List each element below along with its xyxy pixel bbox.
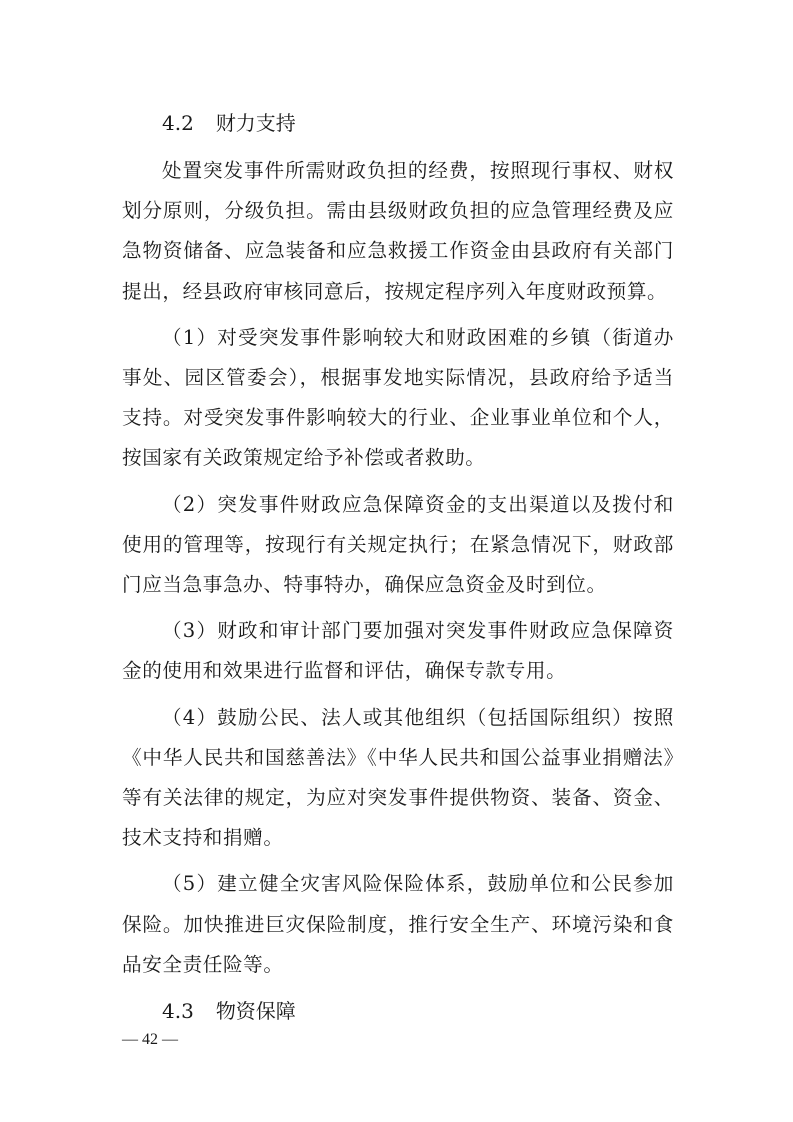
paragraph-item-4: （4）鼓励公民、法人或其他组织（包括国际组织）按照《中华人民共和国慈善法》《中华人民共和国公益事业捐赠法》等有关法律的规定，为应对突发事件提供物资、装备、资金、技术支持和捐赠。 bbox=[122, 705, 674, 850]
section-heading-4-3 bbox=[122, 991, 674, 1031]
section-title: 物资保障 bbox=[215, 999, 296, 1024]
section-title: 财力支持 bbox=[215, 111, 296, 135]
page-number: — 42 — bbox=[122, 1031, 178, 1048]
document-body bbox=[122, 103, 674, 1031]
section-heading-4-2 bbox=[122, 103, 674, 143]
section-number: 4.3 bbox=[162, 999, 194, 1024]
section-number: 4.2 bbox=[162, 111, 194, 135]
paragraph-item-2: （2）突发事件财政应急保障资金的支出渠道以及拨付和使用的管理等，按现行有关规定执行；在紧急情况下，财政部门应当急事急办、特事特办，确保应急资金及时到位。 bbox=[122, 492, 674, 597]
paragraph-item-3: （3）财政和审计部门要加强对突发事件财政应急保障资金的使用和效果进行监督和评估，确保专款专用。 bbox=[122, 619, 674, 683]
paragraph-funding-overview: 处置突发事件所需财政负担的经费，按照现行事权、财权划分原则，分级负担。需由县级财政负担的应急管理经费及应急物资储备、应急装备和应急救援工作资金由县政府有关部门提出，经县政府审核同意后，按规定程序列入年度财政预算。 bbox=[122, 159, 674, 303]
paragraph-item-1: （1）对受突发事件影响较大和财政困难的乡镇（街道办事处、园区管委会），根据事发地实际情况，县政府给予适当支持。对受突发事件影响较大的行业、企业事业单位和个人，按国家有关政策规定给予补偿或者救助。 bbox=[122, 325, 674, 470]
paragraph-item-5: （5）建立健全灾害风险保险体系，鼓励单位和公民参加保险。加快推进巨灾保险制度，推行安全生产、环境污染和食品安全责任险等。 bbox=[122, 872, 674, 976]
